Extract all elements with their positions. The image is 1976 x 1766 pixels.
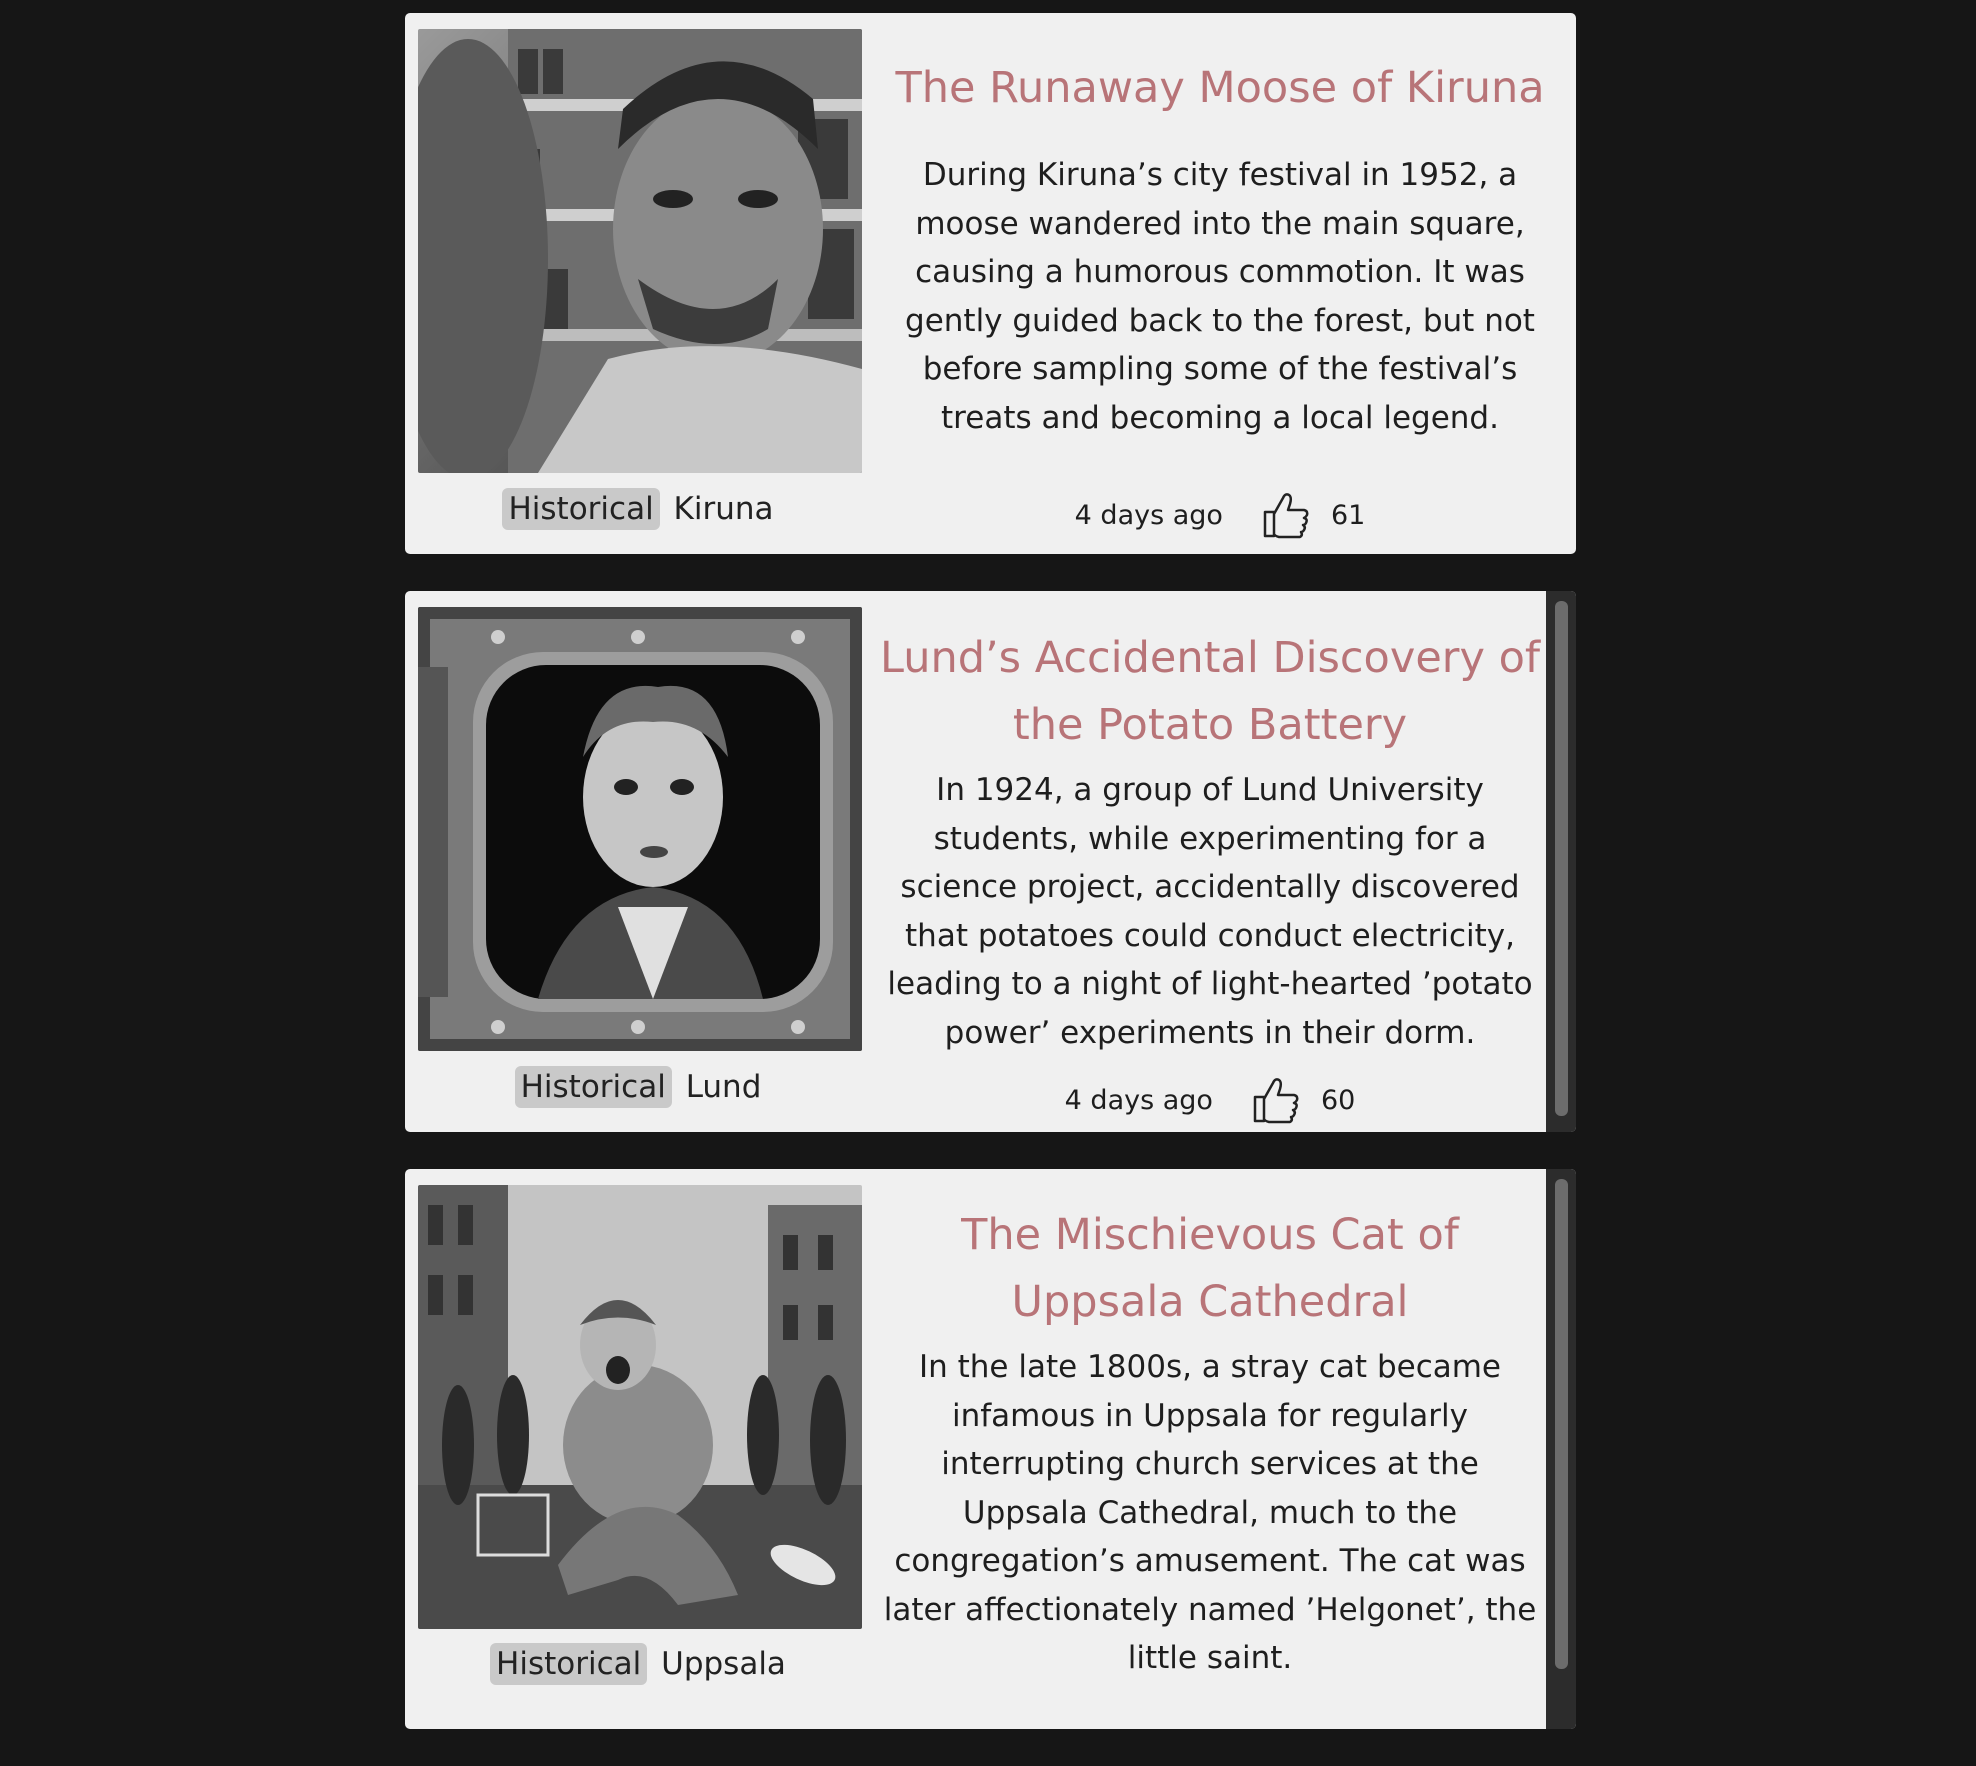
card-scrollbar[interactable] xyxy=(1546,1169,1576,1729)
location-tag[interactable]: Kiruna xyxy=(673,491,774,527)
story-body: In the late 1800s, a stray cat became infamous in Uppsala for regularly interrupting church services at the Uppsala Cathedral, much to the congregation’s amusement. The cat was later affectionately named ’Helgonet’, the little saint. xyxy=(883,1349,1537,1676)
like-count: 60 xyxy=(1320,1084,1356,1116)
story-title[interactable]: The Mischievous Cat of Uppsala Cathedral xyxy=(961,1210,1459,1327)
thumbs-up-icon[interactable] xyxy=(1251,1075,1301,1125)
like-count: 61 xyxy=(1330,499,1366,531)
thumbs-up-icon[interactable] xyxy=(1261,490,1311,540)
story-image[interactable] xyxy=(418,29,862,473)
scrollbar-thumb[interactable] xyxy=(1555,601,1568,1116)
location-tag[interactable]: Uppsala xyxy=(661,1646,786,1682)
story-body: In 1924, a group of Lund University students, while experimenting for a science project, accidentally discovered that potatoes could conduct electricity, leading to a night of light-hearted ’potato power’ experiments in their dorm. xyxy=(887,772,1533,1051)
category-tag[interactable]: Historical xyxy=(515,1066,672,1108)
story-image[interactable] xyxy=(418,1185,862,1629)
story-meta xyxy=(880,1075,1540,1125)
story-photo-fallen-man-street xyxy=(418,1185,862,1629)
story-content xyxy=(880,625,1540,1057)
category-tag[interactable]: Historical xyxy=(502,488,659,530)
story-content xyxy=(880,1202,1540,1683)
location-tag[interactable]: Lund xyxy=(685,1069,762,1105)
story-body: During Kiruna’s city festival in 1952, a moose wandered into the main square, causing a humorous commotion. It was gently guided back to the forest, but not before sampling some of the festival’s treats and becoming a local legend. xyxy=(905,157,1535,436)
scrollbar-thumb[interactable] xyxy=(1555,1179,1568,1669)
category-tag[interactable]: Historical xyxy=(490,1643,647,1685)
story-card[interactable] xyxy=(405,13,1576,554)
posted-time: 4 days ago xyxy=(1074,499,1223,531)
story-photo-angry-man xyxy=(418,29,862,473)
posted-time: 4 days ago xyxy=(1064,1084,1213,1116)
story-tags xyxy=(405,1066,875,1108)
story-title[interactable]: Lund’s Accidental Discovery of the Potato Battery xyxy=(880,633,1541,750)
story-feed xyxy=(405,13,1576,1766)
story-tags xyxy=(405,488,875,530)
story-meta xyxy=(880,490,1560,540)
story-photo-man-in-hatch xyxy=(418,607,862,1051)
story-card[interactable] xyxy=(405,1169,1576,1729)
card-scrollbar[interactable] xyxy=(1546,591,1576,1132)
story-title[interactable]: The Runaway Moose of Kiruna xyxy=(895,63,1545,113)
story-content xyxy=(880,55,1560,442)
story-image[interactable] xyxy=(418,607,862,1051)
story-tags xyxy=(405,1643,875,1685)
story-card[interactable] xyxy=(405,591,1576,1132)
